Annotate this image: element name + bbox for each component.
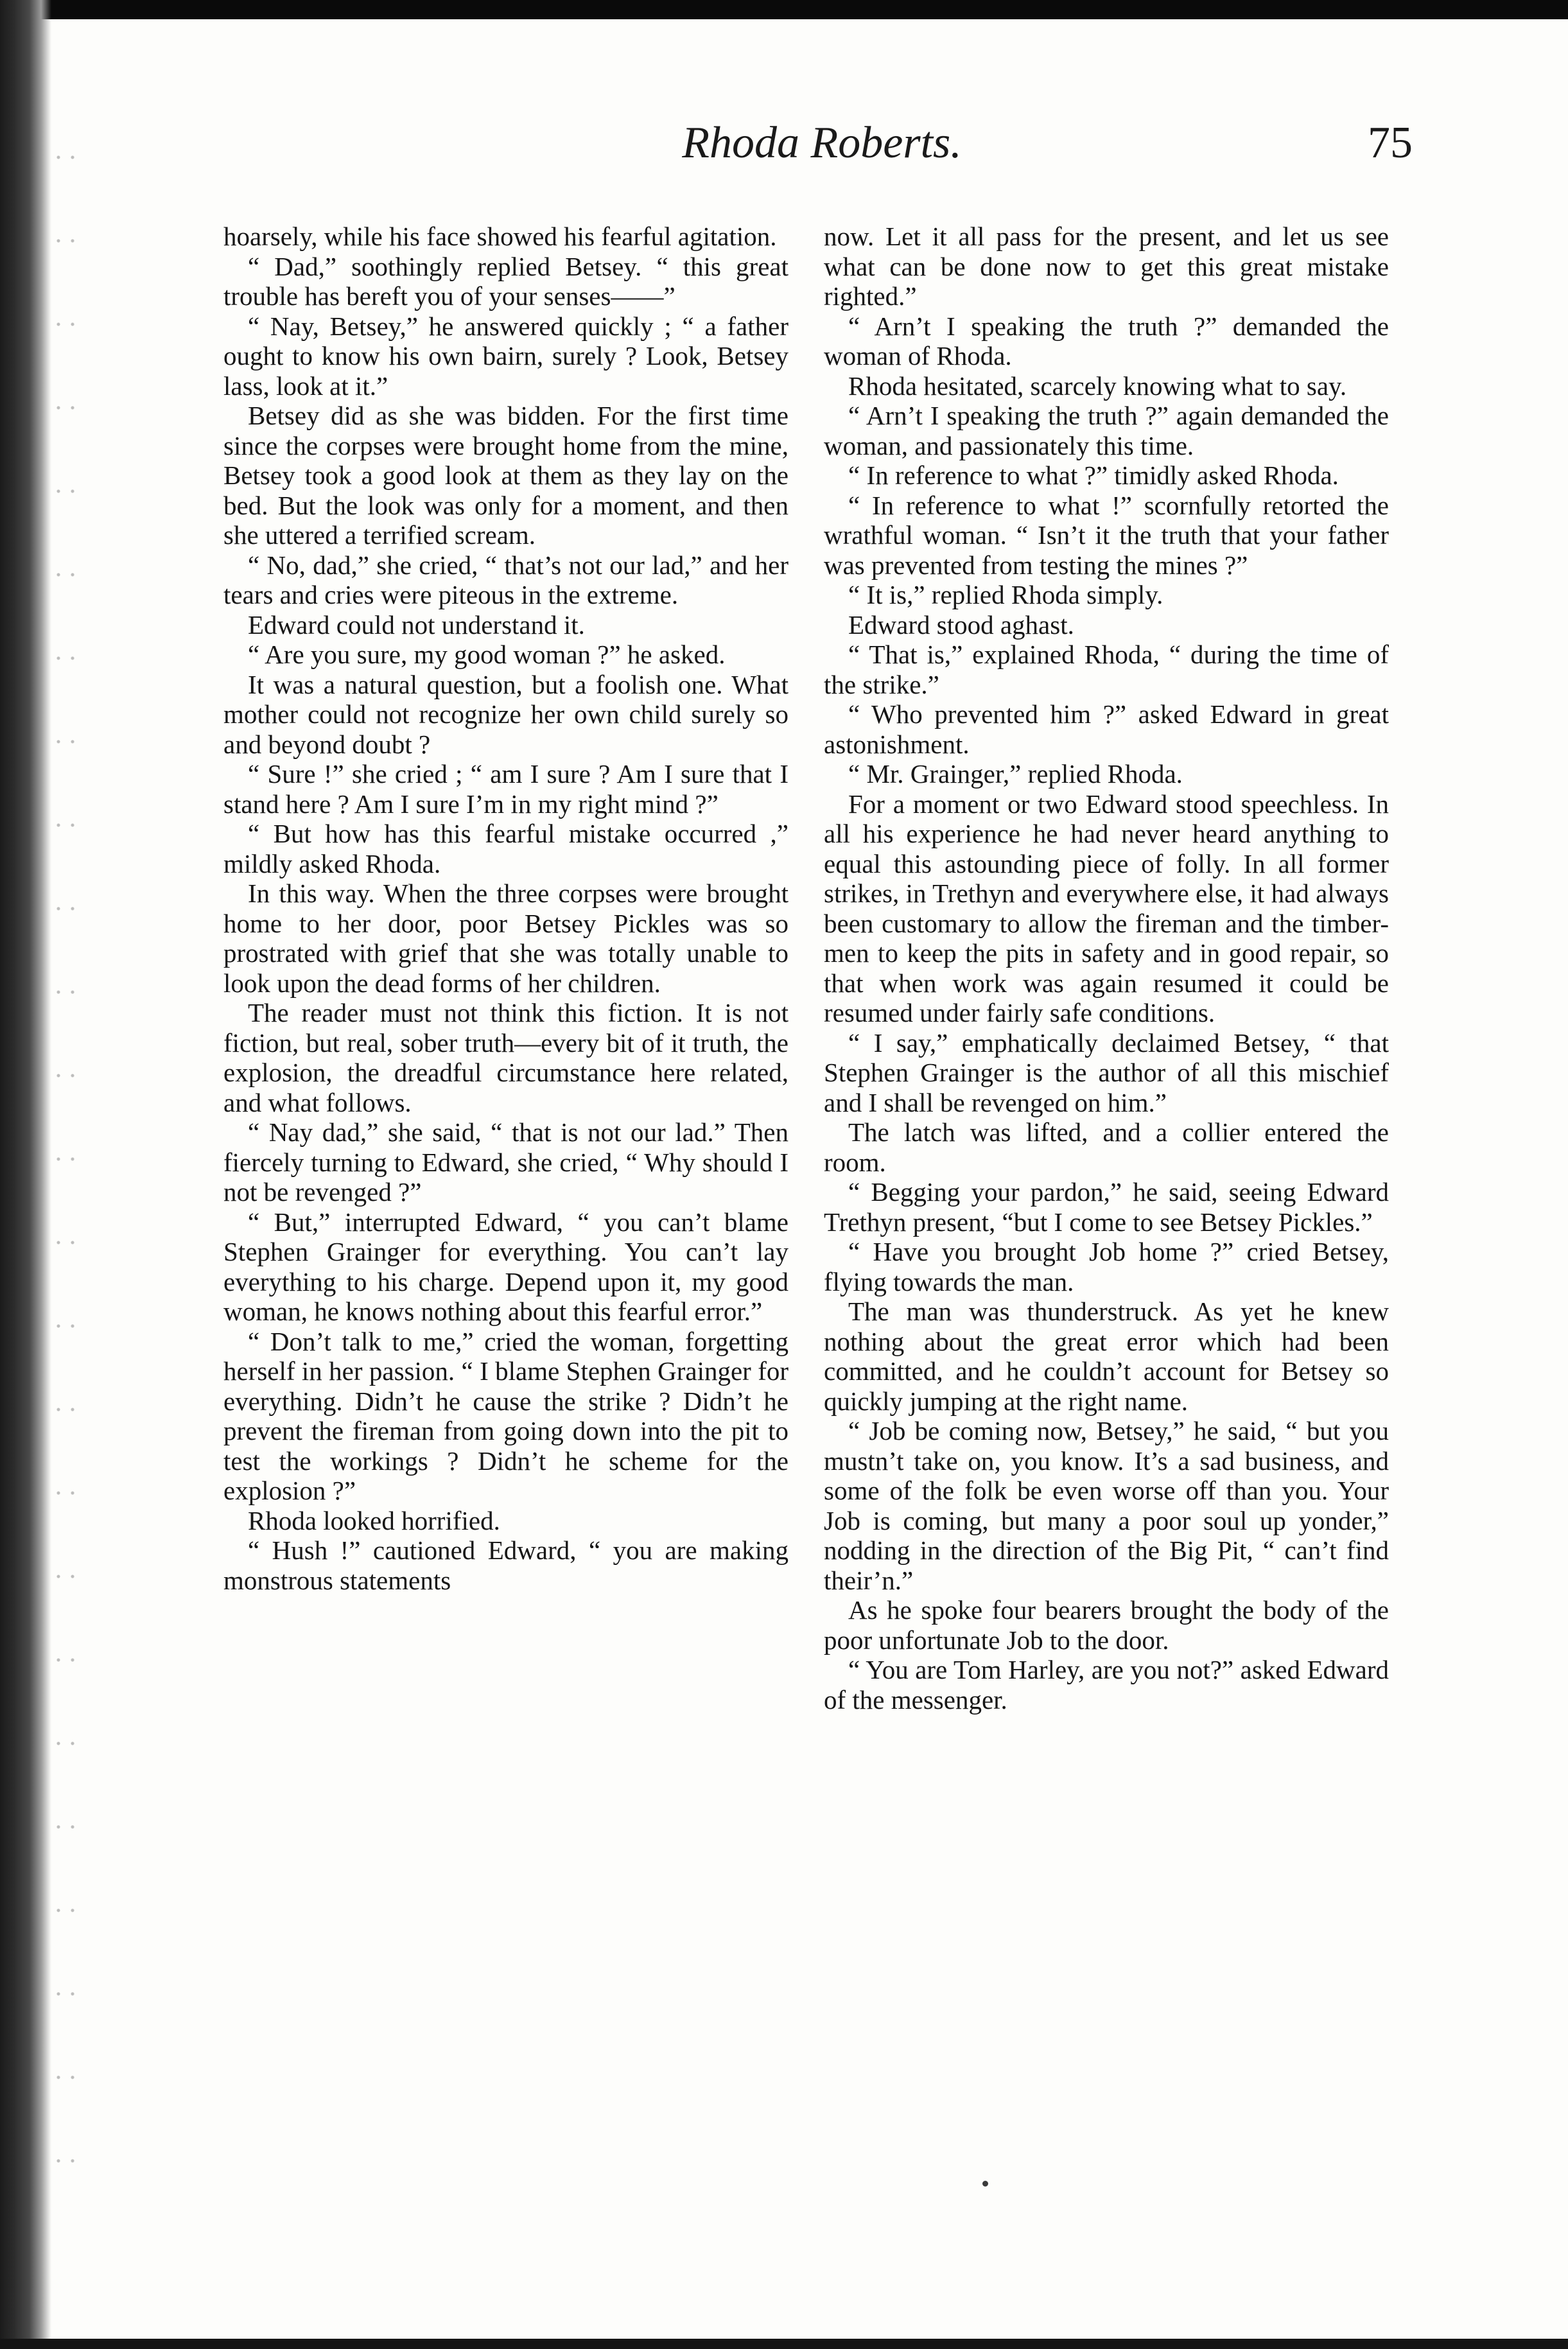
paragraph: hoarsely, while his face showed his fearful agitation.	[223, 222, 777, 251]
right-text-column	[824, 222, 1389, 1715]
scan-top-border	[0, 0, 1568, 19]
paragraph: “ Arn’t I speaking the truth ?” again demanded the woman, and passionately this time.	[824, 401, 1389, 460]
paragraph: It was a natural question, but a foolish one. What mother could not recognize her own child surely so and beyond doubt ?	[223, 669, 788, 759]
paragraph: “ That is,” explained Rhoda, “ during the time of the strike.”	[824, 640, 1389, 699]
paragraph: “ Don’t talk to me,” cried the woman, forgetting herself in her passion. “ I blame Stephen Grainger for everything. Didn’t he cause the strike ? Didn’t he prevent the fireman from going down into the pit to test the workings ? Didn’t he scheme for the explosion ?”	[223, 1326, 788, 1505]
scan-speck	[982, 2181, 988, 2187]
paragraph: The man was thunderstruck. As yet he knew nothing about the great error which had been committed, and he couldn’t account for Betsey so quickly jumping at the right name.	[824, 1297, 1389, 1416]
running-head	[0, 108, 1568, 179]
scan-binding-shadow	[0, 0, 51, 2349]
paragraph: For a moment or two Edward stood speechless. In all his experience he had never heard anything to equal this astounding piece of folly. In all former strikes, in Trethyn and everywhere else, it had always been customary to allow the fireman and the timber-men to keep the pits in safety and in good repair, so that when work was again resumed it could be resumed under fairly safe conditions.	[824, 789, 1389, 1027]
paragraph: “ In reference to what ?” timidly asked Rhoda.	[848, 460, 1339, 490]
paragraph: “ It is,” replied Rhoda simply.	[848, 580, 1163, 609]
paragraph: “ Sure !” she cried ; “ am I sure ? Am I sure that I stand here ? Am I sure I’m in my right mind ?”	[223, 759, 788, 819]
paragraph: Edward stood aghast.	[848, 609, 1074, 640]
page-number: 75	[1368, 118, 1413, 168]
paragraph: “ I say,” emphatically declaimed Betsey, “ that Stephen Grainger is the author of all this mischief and I shall be revenged on him.”	[824, 1027, 1389, 1117]
paragraph: “ But how has this fearful mistake occurred ,” mildly asked Rhoda.	[223, 819, 788, 878]
paragraph: “ Have you brought Job home ?” cried Betsey, flying towards the man.	[824, 1237, 1389, 1297]
paragraph: Rhoda looked horrified.	[248, 1505, 500, 1535]
paragraph: “ Nay, Betsey,” he answered quickly ; “ a father ought to know his own bairn, surely ? Look, Betsey lass, look at it.”	[223, 311, 788, 401]
paragraph: “ Who prevented him ?” asked Edward in great astonishment.	[824, 699, 1389, 759]
paragraph: Betsey did as she was bidden. For the first time since the corpses were brought home from the mine, Betsey took a good look at them as they lay on the bed. But the look was only for a moment, and then she uttered a terrified scream.	[223, 401, 788, 550]
paragraph: “ Hush !” cautioned Edward, “ you are making monstrous statements	[223, 1535, 788, 1595]
scan-bottom-border	[0, 2339, 1568, 2349]
paragraph: “ Nay dad,” she said, “ that is not our lad.” Then fiercely turning to Edward, she cried, “ Why should I not be revenged ?”	[223, 1117, 788, 1207]
paragraph: The latch was lifted, and a collier entered the room.	[824, 1117, 1389, 1177]
paragraph: Rhoda hesitated, scarcely knowing what to say.	[848, 371, 1347, 401]
paragraph: “ Dad,” soothingly replied Betsey. “ this great trouble has bereft you of your senses——”	[223, 251, 788, 311]
paragraph: “ But,” interrupted Edward, “ you can’t blame Stephen Grainger for everything. You can’t lay everything to his charge. Depend upon it, my good woman, he knows nothing about this fearful error.”	[223, 1207, 788, 1326]
paragraph: “ Are you sure, my good woman ?” he asked.	[248, 640, 726, 669]
left-text-column	[223, 222, 788, 1595]
paragraph: “ You are Tom Harley, are you not?” asked Edward of the messenger.	[824, 1655, 1389, 1715]
paragraph: “ Mr. Grainger,” replied Rhoda.	[848, 759, 1183, 789]
paragraph: The reader must not think this fiction. It is not fiction, but real, sober truth—every bit of it truth, the explosion, the dreadful circumstance here related, and what follows.	[223, 998, 788, 1117]
paragraph: “ Job be coming now, Betsey,” he said, “ but you mustn’t take on, you know. It’s a sad business, and some of the folk be even worse off than you. Your Job is coming, but many a poor soul up yonder,” nodding in the direction of the Big Pit, “ can’t find their’n.”	[824, 1416, 1389, 1595]
paragraph: Edward could not understand it.	[248, 609, 585, 640]
running-title: Rhoda Roberts.	[682, 118, 962, 168]
paragraph: “ No, dad,” she cried, “ that’s not our lad,” and her tears and cries were piteous in the extreme.	[223, 550, 788, 609]
paragraph: In this way. When the three corpses were brought home to her door, poor Betsey Pickles was so prostrated with grief that she was totally unable to look upon the dead forms of her children.	[223, 878, 788, 998]
paragraph: “ Arn’t I speaking the truth ?” demanded the woman of Rhoda.	[824, 311, 1389, 371]
paragraph: now. Let it all pass for the present, and let us see what can be done now to get this great mistake righted.”	[824, 222, 1389, 311]
paragraph: As he spoke four bearers brought the body of the poor unfortunate Job to the door.	[824, 1595, 1389, 1655]
scan-binding-specks	[51, 116, 77, 2235]
paragraph: “ Begging your pardon,” he said, seeing Edward Trethyn present, “but I come to see Betsey Pickles.”	[824, 1177, 1389, 1237]
paragraph: “ In reference to what !” scornfully retorted the wrathful woman. “ Isn’t it the truth that your father was prevented from testing the mines ?”	[824, 490, 1389, 580]
